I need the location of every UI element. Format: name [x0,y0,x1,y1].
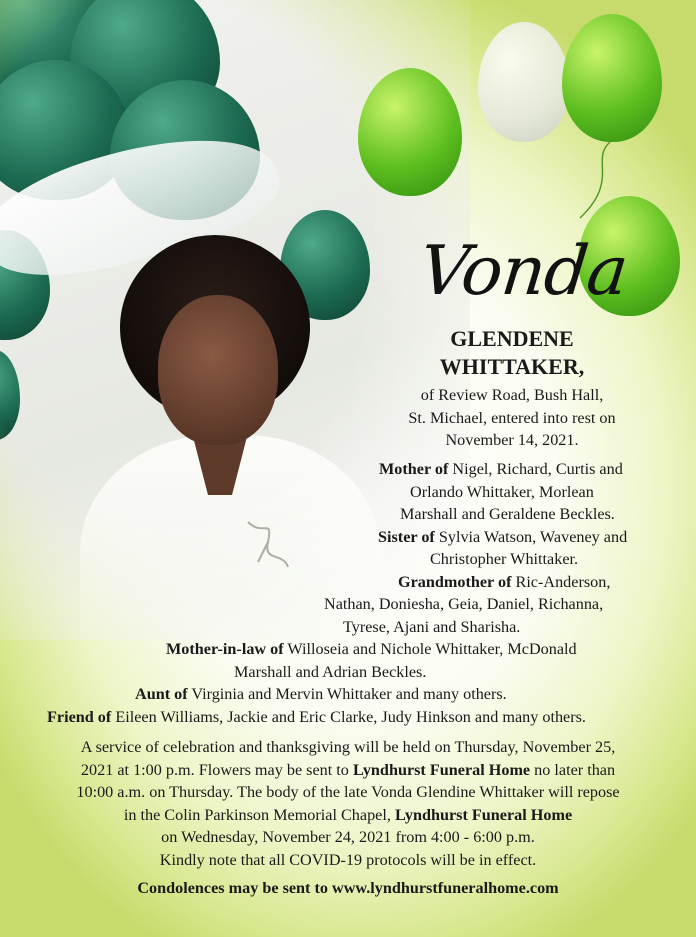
balloon-icon [358,68,462,196]
sister-line: Christopher Whittaker. [430,550,579,568]
grandmother-label: Grandmother of [398,572,512,591]
balloon-icon [562,14,662,142]
mother-line: Marshall and Geraldene Beckles. [400,505,615,523]
aunt-label: Aunt of [135,685,188,703]
aunt-line: Aunt of Virginia and Mervin Whittaker and many others. [135,685,507,703]
friend-label: Friend of [47,707,112,726]
funeral-home-name: Lyndhurst Funeral Home [352,760,531,779]
funeral-home-name: Lyndhurst Funeral Home [394,805,573,824]
service-line: on Wednesday, November 24, 2021 from 4:00 - 6:00 p.m. [161,828,535,846]
mother-in-law-line: Marshall and Adrian Beckles. [234,662,427,681]
mother-in-law-label: Mother-in-law of [166,640,284,658]
grandmother-line: Nathan, Doniesha, Geia, Daniel, Richanna, [324,595,604,613]
balloon-icon [478,22,570,142]
service-line: 10:00 a.m. on Thursday. The body of the late Vonda Glendine Whittaker will repose [76,783,620,801]
sister-label: Sister of [378,527,435,546]
last-name: WHITTAKER, [439,354,585,379]
intro-block [0,384,696,452]
condolences-line: Condolences may be sent to www.lyndhurstfuneralhome.com [137,879,559,897]
intro-line: St. Michael, entered into rest on [408,408,616,427]
service-line: Kindly note that all COVID-19 protocols will be in effect. [159,850,537,869]
intro-line: of Review Road, Bush Hall, [420,386,604,404]
mother-line: Orlando Whittaker, Morlean [410,482,594,501]
relatives-block [0,458,696,728]
middle-name: GLENDENE [450,326,574,351]
grandmother-line: Grandmother of Ric-Anderson, [398,572,611,591]
service-line: in the Colin Parkinson Memorial Chapel, Lyndhurst Funeral Home [123,805,573,824]
service-block [0,736,696,871]
grandmother-line: Tyrese, Ajani and Sharisha. [343,617,521,636]
mother-line: Mother of Nigel, Richard, Curtis and [379,460,623,478]
first-name-script: Vonda [415,232,631,311]
service-line: 2021 at 1:00 p.m. Flowers may be sent to Lyndhurst Funeral Home no later than [80,760,616,779]
friend-line: Friend of Eileen Williams, Jackie and Eric Clarke, Judy Hinkson and many others. [47,707,586,726]
mother-in-law-line: Mother-in-law of Willoseia and Nichole Whittaker, McDonald [166,640,577,658]
balloon-string [560,140,620,220]
sister-line: Sister of Sylvia Watson, Waveney and [378,527,628,546]
mother-label: Mother of [379,460,449,478]
intro-line: November 14, 2021. [445,431,579,449]
service-line: A service of celebration and thanksgiving will be held on Thursday, November 25, [80,738,616,756]
